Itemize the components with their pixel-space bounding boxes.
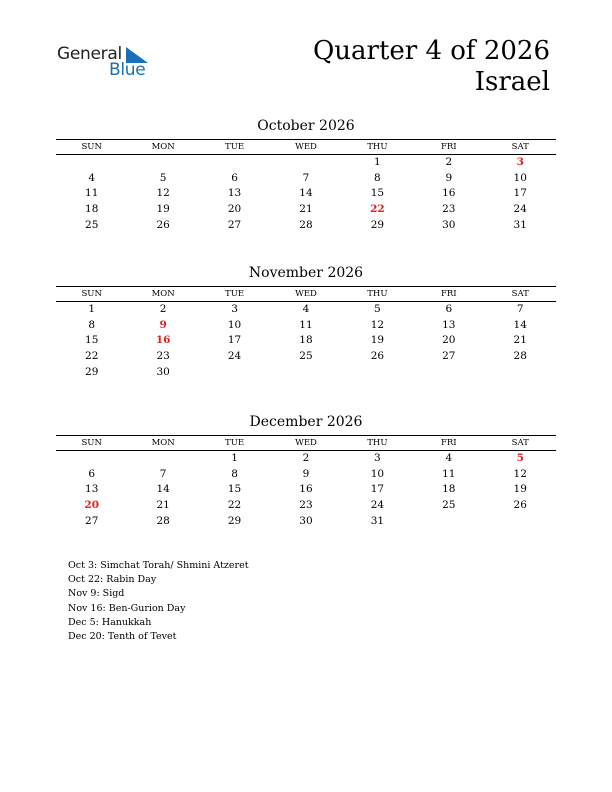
day-cell: 17 <box>370 483 385 496</box>
weekday-header <box>56 286 556 302</box>
weekday-label: FRI <box>440 289 457 299</box>
day-cell: 8 <box>374 171 381 184</box>
day-cell: 10 <box>513 171 527 184</box>
day-cell: 30 <box>442 218 456 231</box>
day-cell: 17 <box>227 334 242 347</box>
day-cell: 28 <box>513 350 527 363</box>
week-row <box>56 451 556 467</box>
day-cell: 23 <box>156 350 170 363</box>
day-cell: 5 <box>159 171 167 184</box>
week-row <box>56 349 556 365</box>
title-country: Israel <box>474 67 550 97</box>
weekday-label: WED <box>295 289 317 299</box>
day-cell: 24 <box>370 499 385 512</box>
month-title: December 2026 <box>249 414 363 430</box>
day-cell: 14 <box>156 483 170 496</box>
empty-day-cell <box>199 155 270 171</box>
logo-text-general: General <box>57 44 122 64</box>
week-row <box>56 302 556 318</box>
title-quarter: Quarter 4 of 2026 <box>312 36 550 66</box>
day-cell: 25 <box>85 218 99 231</box>
day-cell: 27 <box>85 514 99 527</box>
day-cell: 4 <box>88 171 96 184</box>
weekday-label: MON <box>151 438 175 448</box>
week-row <box>56 202 556 218</box>
page-title <box>313 36 550 98</box>
day-cell: 12 <box>513 467 527 480</box>
weekday-label: SAT <box>511 289 529 299</box>
day-cell: 13 <box>442 318 456 331</box>
empty-day-cell <box>342 365 413 381</box>
empty-day-cell <box>127 155 198 171</box>
weekday-label: MON <box>151 289 175 299</box>
weekday-label: MON <box>151 142 175 152</box>
month-december <box>56 413 556 529</box>
day-cell: 22 <box>85 350 99 363</box>
weekday-header <box>56 435 556 451</box>
day-cell: 24 <box>227 350 242 363</box>
holiday-note: Oct 3: Simchat Torah/ Shmini Atzeret <box>68 560 249 571</box>
weekday-label: FRI <box>440 438 457 448</box>
empty-day-cell <box>270 365 341 381</box>
logo-text-blue: Blue <box>109 60 146 80</box>
day-cell: 21 <box>513 334 527 347</box>
day-cell: 3 <box>231 303 238 315</box>
month-grid <box>56 302 556 380</box>
day-cell: 14 <box>299 187 313 200</box>
day-cell: 16 <box>155 334 171 347</box>
day-cell: 4 <box>445 452 453 464</box>
day-cell: 16 <box>299 483 313 496</box>
day-cell: 14 <box>513 318 527 331</box>
holiday-note: Nov 9: Sigd <box>68 588 125 600</box>
day-cell: 18 <box>442 483 456 496</box>
day-cell: 15 <box>370 187 385 200</box>
day-cell: 1 <box>374 156 381 168</box>
month-grid <box>56 451 556 529</box>
day-cell: 30 <box>299 514 313 527</box>
day-cell: 20 <box>84 499 100 512</box>
day-cell: 31 <box>513 218 527 231</box>
day-cell: 5 <box>374 303 381 315</box>
day-cell: 27 <box>227 218 242 231</box>
weekday-label: THU <box>367 289 388 299</box>
generalblue-logo <box>57 44 157 84</box>
empty-day-cell <box>270 155 341 171</box>
day-cell: 18 <box>85 203 99 216</box>
month-november <box>56 264 556 380</box>
empty-day-cell <box>485 514 556 530</box>
day-cell: 26 <box>370 350 385 363</box>
day-cell: 17 <box>513 187 527 200</box>
week-row <box>56 333 556 349</box>
day-cell: 26 <box>513 499 527 512</box>
empty-day-cell <box>413 365 484 381</box>
day-cell: 28 <box>156 514 170 527</box>
empty-day-cell <box>56 155 127 171</box>
day-cell: 7 <box>159 467 167 480</box>
day-cell: 9 <box>445 171 453 184</box>
day-cell: 21 <box>156 499 170 512</box>
day-cell: 7 <box>302 171 310 184</box>
holiday-notes <box>68 559 249 644</box>
day-cell: 15 <box>227 483 242 496</box>
weekday-label: THU <box>367 142 388 152</box>
day-cell: 2 <box>159 303 167 315</box>
day-cell: 29 <box>227 514 242 527</box>
day-cell: 11 <box>299 318 313 331</box>
day-cell: 8 <box>88 318 96 331</box>
day-cell: 6 <box>445 303 453 315</box>
day-cell: 2 <box>302 452 310 464</box>
day-cell: 23 <box>442 203 456 216</box>
empty-day-cell <box>485 365 556 381</box>
empty-day-cell <box>56 451 127 467</box>
day-cell: 6 <box>231 171 238 184</box>
day-cell: 6 <box>88 467 96 480</box>
day-cell: 2 <box>445 156 453 168</box>
day-cell: 1 <box>231 452 238 464</box>
day-cell: 19 <box>370 334 385 347</box>
day-cell: 25 <box>299 350 313 363</box>
weekday-label: SUN <box>81 438 102 448</box>
day-cell: 3 <box>374 452 381 464</box>
week-row <box>56 365 556 381</box>
week-row <box>56 155 556 171</box>
weekday-label: SAT <box>511 438 529 448</box>
day-cell: 24 <box>513 203 527 216</box>
day-cell: 28 <box>299 218 313 231</box>
day-cell: 19 <box>156 203 170 216</box>
day-cell: 30 <box>156 365 170 378</box>
day-cell: 22 <box>370 203 385 216</box>
day-cell: 5 <box>516 452 524 464</box>
week-row <box>56 186 556 202</box>
day-cell: 25 <box>442 499 456 512</box>
empty-day-cell <box>413 514 484 530</box>
day-cell: 9 <box>159 318 167 331</box>
weekday-label: WED <box>295 142 317 152</box>
week-row <box>56 318 556 334</box>
month-grid <box>56 155 556 233</box>
weekday-label: FRI <box>440 142 457 152</box>
week-row <box>56 218 556 234</box>
week-row <box>56 171 556 187</box>
holiday-note: Oct 22: Rabin Day <box>68 574 157 586</box>
day-cell: 8 <box>231 467 238 480</box>
day-cell: 16 <box>442 187 456 200</box>
day-cell: 10 <box>227 318 242 331</box>
day-cell: 19 <box>513 483 527 496</box>
day-cell: 23 <box>299 499 313 512</box>
day-cell: 29 <box>370 218 385 231</box>
empty-day-cell <box>127 451 198 467</box>
day-cell: 20 <box>227 203 242 216</box>
week-row <box>56 467 556 483</box>
day-cell: 31 <box>370 514 385 527</box>
weekday-label: WED <box>295 438 317 448</box>
day-cell: 10 <box>370 467 385 480</box>
month-title: October 2026 <box>257 118 355 134</box>
day-cell: 20 <box>442 334 456 347</box>
day-cell: 26 <box>156 218 170 231</box>
holiday-note: Dec 20: Tenth of Tevet <box>68 631 177 643</box>
weekday-label: TUE <box>225 438 245 448</box>
weekday-header <box>56 139 556 155</box>
weekday-label: THU <box>367 438 388 448</box>
month-title: November 2026 <box>248 265 364 281</box>
weekday-label: TUE <box>225 142 245 152</box>
holiday-note: Dec 5: Hanukkah <box>68 616 152 628</box>
day-cell: 13 <box>85 483 99 496</box>
week-row <box>56 514 556 530</box>
day-cell: 18 <box>299 334 313 347</box>
holiday-note: Nov 16: Ben-Gurion Day <box>68 602 186 614</box>
day-cell: 22 <box>227 499 242 512</box>
day-cell: 15 <box>85 334 99 347</box>
weekday-label: SUN <box>81 142 102 152</box>
day-cell: 11 <box>85 187 99 200</box>
day-cell: 12 <box>156 187 170 200</box>
weekday-label: SAT <box>511 142 529 152</box>
weekday-label: SUN <box>81 289 102 299</box>
week-row <box>56 498 556 514</box>
empty-day-cell <box>199 365 270 381</box>
day-cell: 1 <box>88 303 96 315</box>
week-row <box>56 482 556 498</box>
day-cell: 12 <box>370 318 385 331</box>
day-cell: 3 <box>516 156 524 168</box>
day-cell: 13 <box>227 187 242 200</box>
day-cell: 21 <box>299 203 313 216</box>
day-cell: 4 <box>302 303 310 315</box>
month-october <box>56 117 556 233</box>
day-cell: 9 <box>302 467 310 480</box>
day-cell: 11 <box>442 467 456 480</box>
weekday-label: TUE <box>225 289 245 299</box>
day-cell: 29 <box>85 365 99 378</box>
day-cell: 7 <box>516 303 524 315</box>
day-cell: 27 <box>442 350 456 363</box>
